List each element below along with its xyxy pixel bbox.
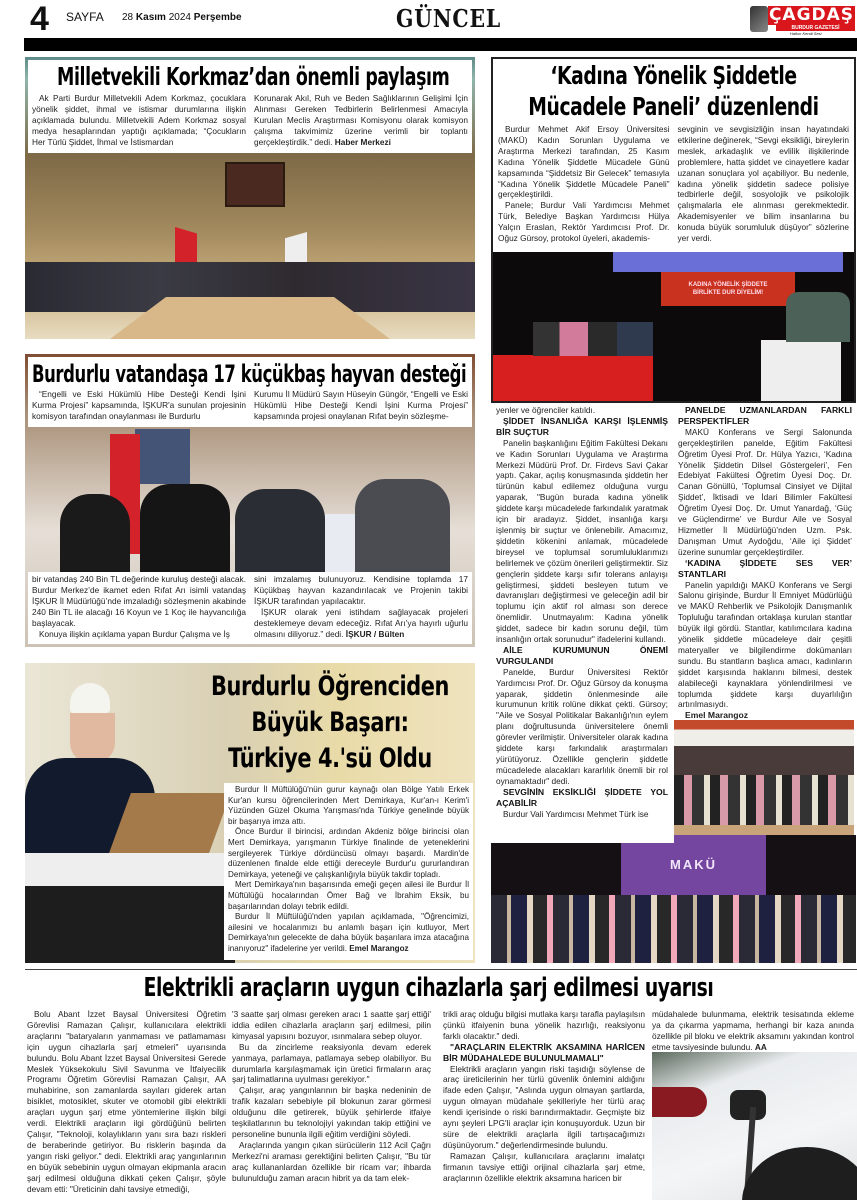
article2-subhead4: PANELDE UZMANLARDAN FARKLI PERSPEKTİFLER bbox=[678, 405, 852, 426]
article2-intro-p2: Panele; Burdur Vali Yardımcısı Mehmet Türk, Belediye Başkan Yardımcısı Hülya Yalçın Eraslan, Rektör Yardımcısı Prof. Dr. Oğuz Gürsoy, protokol üyeleri, akademis- bbox=[498, 200, 670, 244]
article2-subhead1: ŞİDDET İNSANLIĞA KARŞI İŞLENMİŞ BİR SUÇTUR bbox=[496, 415, 668, 437]
quran-stand bbox=[109, 793, 231, 853]
article2-byline: Emel Marangoz bbox=[685, 710, 749, 721]
article5-subhead: "ARAÇLARIN ELEKTRİK AKSAMINA HARİCEN BİR MÜDAHALEDE BULUNULMAMALI" bbox=[443, 1041, 645, 1063]
article4-textbox: Burdur İl Müftülüğü'nün gurur kaynağı olan Bölge Yatılı Erkek Kur'an kursu öğrencilerinden Mert Demirkaya, Kur'an-ı Kerim'i Yüzünden Güzel Okuma Yarışması'nda Türkiye genelinde büyük bir başarıya imza attı. Önce Burdur il birincisi, ardından Akdeniz bölge birincisi olan Mert Demirkaya, yarışmanın Türkiye finalinde de yeteneklerini sergileyerek Türkiye dördüncüsü olmayı başardı. Mardin'de düzenlenen finalde elde ettiği dereceyle Burdur'u gururlandıran Demirkaya, yeteneği ve çalışkanlığıyla büyük takdir topladı. Mert Demirkaya'nın başarısında emeği geçen ailesi ile Burdur İl Müftülüğü hocalarından Ömer Bağ ve İbrahim Eksik, bu başarılarından dolayı tebrik edildi. Burdur İl Müftülüğü'nden yapılan açıklamada, "Öğrencimizi, ailesini ve hocalarımızı bu anlamlı başarı için kutluyor, Mert Demirkaya'nın gelecekte de daha büyük başarılara imza atacağına inanıyoruz" ifadelerine yer verildi. Emel Marangoz bbox=[224, 783, 473, 960]
stage-banner: KADINA YÖNELİK ŞİDDETE BİRLİKTE DUR DİYELİM! bbox=[661, 272, 795, 306]
issue-date: 28 Kasım 2024 Perşembe bbox=[122, 12, 242, 23]
section-rule bbox=[25, 969, 857, 970]
projection-screen bbox=[613, 252, 843, 272]
tail-light bbox=[652, 1087, 707, 1117]
article2-subhead5: ‘KADINA ŞİDDETE SES VER’ STANTLARI bbox=[678, 557, 852, 579]
portrait-photo bbox=[135, 429, 190, 484]
article4-headline: Burdurlu Öğrenciden Büyük Başarı: Türkiye 4.'sü Oldu bbox=[211, 671, 449, 774]
speaker bbox=[786, 292, 850, 342]
white-cap bbox=[70, 683, 110, 713]
article1-col1: Ak Parti Burdur Milletvekili Adem Korkmaz, çocuklara yönelik şiddet, ihmal ve istismar durumlarına ilişkin açıklamada bulundu. Milletvekili Adem Korkmaz sosyal medya hesaplarından yaptığı açıklamada; “Çocukların Her Türlü Şiddet, İhmal ve İstismardan bbox=[32, 93, 246, 147]
article3-bottom-textbox: bir vatandaş 240 Bin TL değerinde kuruluş desteği alacak. Burdur Merkez’de ikamet eden Rıfat Arı isimli vatandaş İŞKUR İl Müdürlüğü’nde imzaladığı sözleşmenin akabinde 240 Bin TL ile alacağı 16 Koyun ve 1 Koç ile hayvancılığa başlayacak. Konuya ilişkin açıklama yapan Burdur Çalışma ve İş sini imzalamış bulunuyoruz. Kendisine toplamda 17 Küçükbaş hayvan kazandırılacak ve Projenin takibi İŞKUR tarafından yapılacaktır. İŞKUR olarak yeni istihdam sağlayacak projeleri desteklemeye devam edeceğiz. Rıfat Arı’ya hayırlı uğurlu olmasını diliyoruz.” dedi. İŞKUR / Bülten bbox=[28, 572, 472, 644]
officials-row bbox=[674, 775, 854, 825]
section-title: GÜNCEL bbox=[396, 4, 502, 33]
article5-col1: Bolu Abant İzzet Baysal Üniversitesi Öğretim Görevlisi Ramazan Çalışır, kullanıcılara elektrikli araçlarını "bataryaların yanmaması ve patlamaması için uygun cihazlarla şarj etmeleri" uyarısında bulundu. Bolu Abant İzzet Baysal Üniversitesi Gerede Meslek Yüksekokulu Sivil Savunma ve İtfaiyecilik Programı Öğretim Görevlisi Ramazan Çalışır, AA muhabirine, son zamanlarda sayıları giderek artan bisiklet, motosiklet, skuter ve otomobil gibi elektrikli araçları uygun şarj etme yöntemlerine ilişkin bilgi verdi. Elektrikli araçların ilgi gördüğünü belirten Çalışır, "Teknoloji, kolaylıkların yanı sıra bazı riskleri de beraberinde getiriyor. Bu risklerin başında da yangın riski geliyor." dedi. Elektrikli araç yangınlarının en büyük sebebinin uygun olmayan ekipmanla aracın şarj edilmesi olduğuna dikkati çeken Çalışır, şöyle devam etti: "Üreticinin dahi tavsiye etmediği, bbox=[27, 1009, 226, 1194]
article2-subhead2: AİLE KURUMUNUN ÖNEMİ VURGULANDI bbox=[496, 644, 668, 666]
article2-headline-line2: Mücadele Paneli’ düzenlendi bbox=[528, 92, 819, 121]
auditorium-audience-photo bbox=[674, 720, 854, 838]
header-rule bbox=[24, 38, 857, 51]
panelists bbox=[533, 322, 653, 356]
car-wheel bbox=[742, 1147, 857, 1200]
portrait-frame bbox=[225, 162, 285, 207]
lace-table bbox=[25, 853, 235, 963]
page-number: 4 bbox=[30, 0, 49, 38]
participants-lineup bbox=[491, 895, 856, 963]
article5-headline: Elektrikli araçların uygun cihazlarla şarj edilmesi uyarısı bbox=[143, 973, 714, 1003]
maku-screen: MAKÜ bbox=[621, 835, 766, 901]
article1-headline: Milletvekili Korkmaz’dan önemli paylaşım bbox=[57, 62, 450, 91]
article5-col3: trikli araç olduğu bilgisi mutlaka karşı tarafla paylaşılsın çünkü itfaiyenin buna yönelik hazırlığı, reaksiyonu farklı olacaktır." dedi. "ARAÇLARIN ELEKTRİK AKSAMINA HARİCEN BİR MÜDAHALEDE BULUNULMAMALI" Elektrikli araçların yangın riski taşıdığı söylense de araç üreticilerinin her türlü güvenlik önlemini aldığını ifade eden Çalışır, "Aslında uygun olmayan şartlarda, uygun olmayan müdahale şekilleriyle her türlü araç kendi içerisinde o riski barındırmaktadır. Geçmişte biz aynı şeyleri LPG'li araçlar için konuşuyorduk. Uzun bir süre de elektrikli araçlarla ilgili tartışacağımızı düşünüyorum." değerlendirmesinde bulundu. Ramazan Çalışır, kullanıcılara araçlarını imalatçı firmanın tavsiye ettiği orijinal cihazlarla şarj etme, araçlarının özellikle elektrik aksamına haricen bir bbox=[443, 1009, 645, 1183]
article3-headline: Burdurlu vatandaşa 17 küçükbaş hayvan desteği bbox=[32, 360, 467, 388]
article2-colB: PANELDE UZMANLARDAN FARKLI PERSPEKTİFLER MAKÜ Konferans ve Sergi Salonunda gerçekleştirilen panelde, Eğitim Fakültesi Öğretim Üyesi Prof. Dr. Hülya Yazıcı, ‘Kadına Yönelik Şiddetin Dilsel Göstergeleri’, Fen Edebiyat Fakültesi Öğretim Üyesi Doç. Dr. Canan Gönüllü, ‘Toplumsal Cinsiyet ve Dijital Şiddet’, İktisadi ve İdari Bilimler Fakültesi Öğretim Üyesi Doç. Dr. Umut Yanardağ, ‘Güç ve Güçlendirme’ ve Burdur Aile ve Sosyal Hizmetler İl Müdürlüğü’nden Uzm. Psk. Danışman Umut Aydoğdu, ‘Aile içi Şiddet’ üzerine sunumlar gerçekleştirdiler. ‘KADINA ŞİDDETE SES VER’ STANTLARI Panelin yapıldığı MAKÜ Konferans ve Sergi Salonu girişinde, Burdur İl Emniyet Müdürlüğü ve MAKÜ Rehberlik ve Psikolojik Danışmanlık Topluluğu tarafından ortaklaşa kurulan stantlar büyük ilgi gördü. Stantlar, katılımcılara kadına yönelik şiddetle mücadeleye dair çeşitli materyaller ve bilgilendirme dokümanları sundu. Bu stantların başlıca amacı, kadınların şiddet karşısında haklarını bilmesi, destek alabileceği kaynaklara yönlendirilmesi ve toplumda şiddete karşı duyarlılığın artırılmasıydı. Emel Marangoz bbox=[678, 405, 852, 721]
panel-stage-photo bbox=[493, 252, 854, 401]
article2-headline-line1: ‘Kadına Yönelik Şiddetle bbox=[550, 61, 797, 90]
panel-table bbox=[493, 355, 653, 401]
article1-col2: Korunarak Akıl, Ruh ve Beden Sağlıklarının Gelişimi İçin Alınması Gereken Tedbirlerin Belirlenmesi Amacıyla Kurulan Meclis Araştırması Komisyonu olarak komisyon çalışma takvimimiz üzerine verimli bir toplantı gerçekleştirdik.” dedi. bbox=[254, 93, 468, 147]
article5-col2: '3 saatte şarj olması gereken aracı 1 saatte şarj ettiği' iddia edilen cihazlarla araçların şarj edilmesi, pilin kimyasal yapısını bozuyor, ısınmalara sebep oluyor. Bu da zincirleme reaksiyonla devam ederek yanmaya, parlamaya, patlamaya sebep olabiliyor. Bu durumlarla karşılaşmamak için üretici firmaların araç şarj talimatlarına uyulması gerekiyor." Çalışır, araç yangınlarının bir başka nedeninin de trafik kazaları sebebiyle pil blokunun zarar görmesi olduğunu dile getirerek, büyük şehirlerde itfaiye teşkilatlarının bu teknolojiyi yakından takip ettiğini ve personeline bununla ilgili eğitim verdiğini söyledi. Araçlarında yangın çıkan sürücülerin 112 Acil Çağrı Merkezi'ni araması gerektiğini belirten Çalışır, "Bu tür araç kullananlardan özellikle bir ricam var; ihbarda bulunulduğu zaman aracın hibrit ya da tam elek- bbox=[232, 1009, 431, 1183]
article5-col4: müdahalede bulunmama, elektrik tesisatında ekleme ya da çıkarma yapmama, herhangi bir kaza anında özellikle pil bloku ve elektrik aksamını yakından kontrol etme tavsiyesinde bulundu. AA bbox=[652, 1009, 854, 1052]
student-face bbox=[70, 713, 115, 763]
article3-byline: İŞKUR / Bülten bbox=[345, 628, 405, 639]
ev-charging-photo bbox=[652, 1052, 857, 1200]
article2-colA: yenler ve öğrenciler katıldı. ŞİDDET İNSANLIĞA KARŞI İŞLENMİŞ BİR SUÇTUR Panelin başkanlığını Eğitim Fakültesi Dekanı ve Kadın Sorunları Uygulama ve Araştırma Merkezi Müdürü Prof. Dr. Firdevs Savi Çakar yaptı. Çakar, açılış konuşmasında şiddetin her türünün kabul edilemez olduğuna vurgu yaparak, "Bugün burada kadına yönelik şiddete karşı mücadelede farkındalık yaratmak için bir aradayız. Şiddet, insanlığa karşı işlenmiş bir suçtur ve önlenebilir. Amacımız, şiddetin kökenini anlamak, mücadelede bireysel ve toplumsal sorumluluklarımızı belirlemek ve çözüm önerileri geliştirmektir. Siz gençlerin şiddete karşı sıfır tolerans anlayışı geliştirmesi, şiddeti besleyen tutum ve davranışları değiştirmesi ve geleceğin adil bir toplumu için aktif rol alması son derece önemlidir. Unutmayalım: Kadına yönelik şiddet, sadece bir kadın sorunu değil, tüm insanlığın ortak sorunudur" ifadelerini kullandı. AİLE KURUMUNUN ÖNEMİ VURGULANDI Panelde, Burdur Üniversitesi Rektör Yardımcısı Prof. Dr. Oğuz Gürsoy da konuşma yaparak, şiddetin önlenmesinde aile kurumunun kritik rolüne dikkat çekti. Gürsoy; "Aile ve Sosyal Politikalar Bakanlığı'nın eylem planı doğrultusunda üniversitelere önemli görevler verilmiştir. Üniversiteler olarak kadına şiddete karşı farkındalık araştırmaları yürütüyoruz. Özellikle gençlerin şiddetle mücadelede alacakları kararlılık önemli bir rol oynamaktadır" dedi. SEVGİNİN EKSİKLİĞİ ŞİDDETE YOL AÇABİLİR Burdur Vali Yardımcısı Mehmet Türk ise bbox=[496, 405, 668, 819]
article2-intro-p1: Burdur Mehmet Akif Ersoy Üniversitesi (MAKÜ) Kadın Sorunları Uygulama ve Araştırma Merkezi tarafından, 25 Kasım Kadına Yönelik Şiddetle Mücadele Günü kapsamında “Şiddetsiz Bir Gelecek” temasıyla “Kadına Yönelik Şiddetle Mücadele Paneli” gerçekleştirildi. bbox=[498, 124, 670, 200]
group-photo-maku bbox=[491, 835, 856, 963]
spacer bbox=[491, 833, 674, 843]
logo-figure-icon bbox=[750, 6, 768, 32]
article3-top-textbox: Burdurlu vatandaşa 17 küçükbaş hayvan desteği “Engelli ve Eski Hükümlü Hibe Desteği Kendi İşini Kurma Projesi” kapsamında, İŞKUR'a sunulan projesinin komisyon tarafından onaylanması ile Burdurlu Kurumu İl Müdürü Sayın Hüseyin Güngör, “Engelli ve Eski Hükümlü Hibe Desteği Kendi İşini Kurma Projesi” kapsamında projesi onaylanan Rıfat beyin sözleşme- bbox=[28, 357, 472, 427]
page-label: SAYFA bbox=[66, 10, 104, 24]
podium bbox=[761, 340, 841, 401]
article5-byline: AA bbox=[754, 1041, 767, 1052]
article1-byline: Haber Merkezi bbox=[334, 136, 391, 147]
article2-subhead3: SEVGİNİN EKSİKLİĞİ ŞİDDETE YOL AÇABİLİR bbox=[496, 786, 668, 808]
article2-intro-col2: sevginin ve sevgisizliğin insan hayatındaki etkilerine değinerek, “Sevgi eksikliği, bireylerin meslek, arkadaşlık ve evlilik ilişkilerinde problemlere, hatta şiddet ve cinayetlere kadar uzanan sonuçlara yol açabiliyor. Bu nedenle, kadına yönelik şiddetin sadece polisiye tedbirlerle değil, sosyolojik ve psikolojik çalışmalarla ele alınması gerekmektedir. Akademisyenler ve bilim insanlarına bu konuda büyük sorumluluk düşüyor” sözlerine yer verdi. bbox=[677, 124, 849, 244]
article2-box bbox=[491, 57, 856, 403]
charging-port bbox=[730, 1090, 766, 1120]
article1-textbox bbox=[28, 60, 472, 153]
newspaper-logo: ÇAĞDAŞ BURDUR GAZETESİ Halkın Kendi Sesi bbox=[750, 6, 855, 36]
article4-byline: Emel Marangoz bbox=[349, 943, 409, 953]
